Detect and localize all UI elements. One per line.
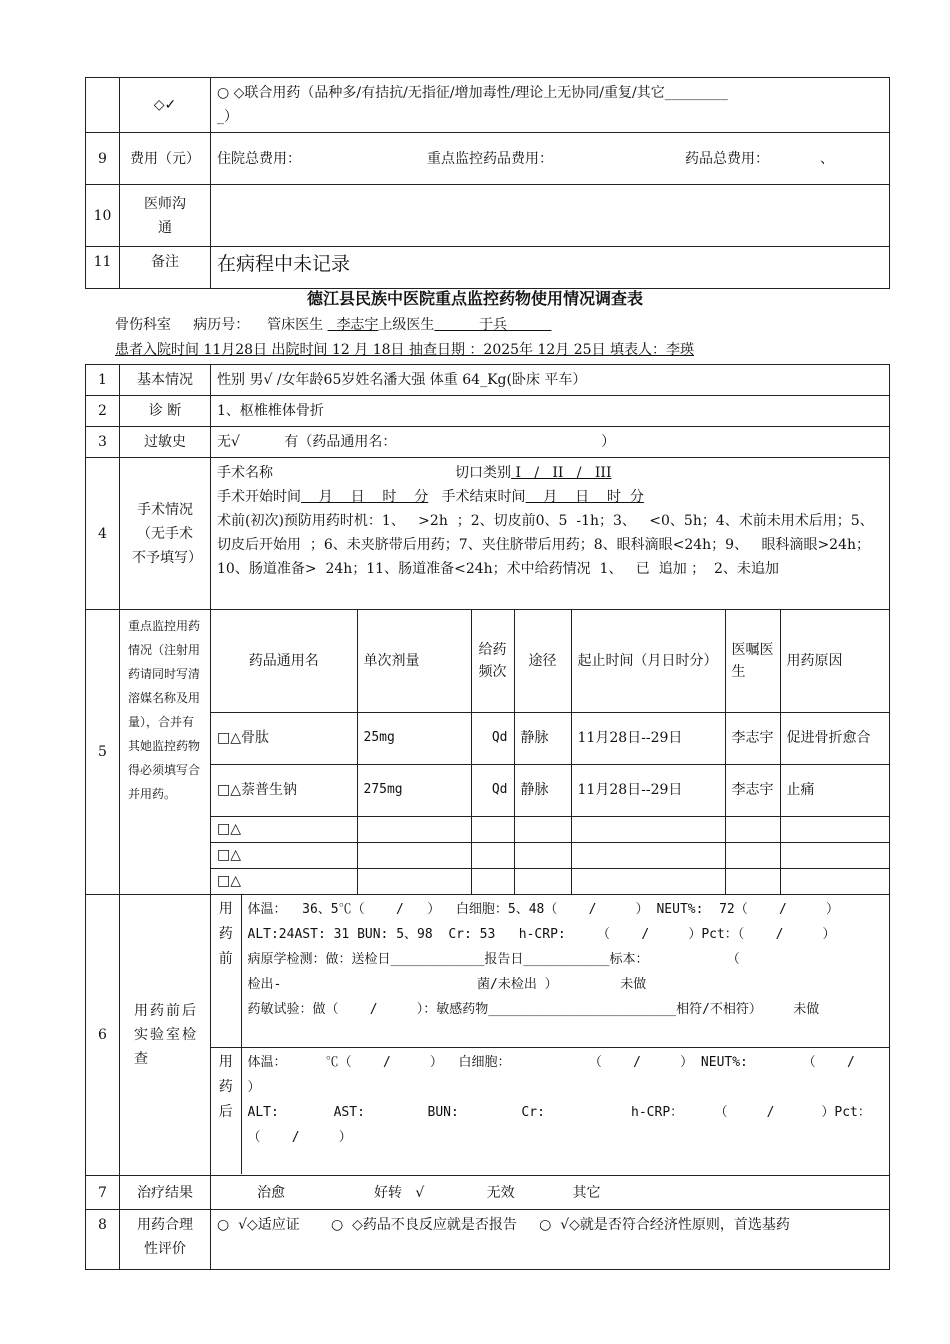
header-drug-name: 药品通用名 xyxy=(211,610,357,712)
form-header-line1 xyxy=(115,314,551,334)
row11-num: 11 xyxy=(86,247,120,289)
evaluation-label: 用药合理性评价 xyxy=(120,1210,211,1270)
row-combo-num xyxy=(86,78,120,133)
row10-num: 10 xyxy=(86,185,120,247)
after-label: 用药后 xyxy=(211,1047,241,1174)
drug-table xyxy=(211,610,889,894)
cost-tail: 、 xyxy=(820,150,834,167)
surgery-line1: 手术名称 切口类别 I / II / III xyxy=(217,465,612,481)
drug-freq: Qd xyxy=(471,764,514,816)
surgery-line3: 术前(初次)预防用药时机：1、 >2h ；2、切皮前0、5 -1h；3、 <0、5h；4、术前未用术后用；5、切皮后开始用 ；6、未夹脐带后用药；7、夹住脐带后用药；8、眼科滴眼<24h；9、 眼科滴眼>24h；10、肠道准备> 24h；11、肠道准备<24h；术中给药情况 1、 已 追加 ； 2、未追加 xyxy=(217,513,874,577)
drug-name: □△骨肽 xyxy=(211,712,357,764)
lab-num: 6 xyxy=(86,895,120,1176)
drug-time: 11月28日--29日 xyxy=(571,712,725,764)
form-title: 德江县民族中医院重点监控药物使用情况调查表 xyxy=(306,289,643,308)
header-route: 途径 xyxy=(514,610,571,712)
header-freq: 给药频次 xyxy=(471,610,514,712)
row10-label: 医师沟通 xyxy=(120,185,211,247)
combo-text-line2: _） xyxy=(217,109,238,125)
drug-row xyxy=(211,816,889,842)
result-num: 7 xyxy=(86,1176,120,1210)
drug-name: □△ xyxy=(211,816,357,842)
basic-label: 基本情况 xyxy=(120,365,211,396)
row11-value: 在病程中未记录 xyxy=(211,247,890,289)
cost-drug-total-label: 药品总费用： xyxy=(685,150,769,167)
basic-num: 1 xyxy=(86,365,120,396)
drug-row xyxy=(211,842,889,868)
basic-value: 性别 男√ /女年龄65岁姓名潘大强 体重 64_Kg(卧床 平车） xyxy=(211,365,890,396)
row-combo-text xyxy=(211,78,890,133)
row11-label: 备注 xyxy=(120,247,211,289)
before-values: 体温： 36、5℃（ / ） 白细胞：5、48（ / ） NEUT%: 72（ / ） ALT:24AST: 31 BUN: 5、98 Cr: 53 h-CRP: （ / ）Pct：（ / ） 病原学检测：做：送检日____________报告日___________标本： （ 检出- 菌/未检出 ） 未做 药敏试验：做（ / ）：敏感药物________________________相符/不相符） 未做 xyxy=(241,895,889,1047)
senior-label: 上级医生 xyxy=(378,317,435,333)
header-time: 起止时间（月日时分） xyxy=(571,610,725,712)
top-table xyxy=(85,77,890,289)
drug-doctor: 李志宇 xyxy=(725,712,780,764)
allergy-value: 无√ 有（药品通用名： ） xyxy=(211,427,890,458)
diagnosis-label: 诊 断 xyxy=(120,396,211,427)
surgery-details xyxy=(211,458,890,610)
row10-value xyxy=(211,185,890,247)
drug-dose: 275mg xyxy=(357,764,471,816)
result-label: 治疗结果 xyxy=(120,1176,211,1210)
lab-table xyxy=(211,895,889,1174)
header-reason: 用药原因 xyxy=(780,610,889,712)
drugs-cell xyxy=(211,610,890,895)
cost-key-drug-label: 重点监控药品费用： xyxy=(427,150,553,167)
combo-text-line1: ○ ◇联合用药（品种多/有拮抗/无指征/增加毒性/理论上无协同/重复/其它_________ xyxy=(217,85,728,101)
before-label: 用药前 xyxy=(211,895,241,1047)
senior-name: 于兵 xyxy=(478,317,507,333)
result-value: 治愈 好转 √ 无效 其它 xyxy=(211,1176,890,1210)
doctor-name: 李志宇 xyxy=(336,317,379,333)
record-no-label: 病历号： xyxy=(193,317,250,333)
dept: 骨伤科室 xyxy=(115,317,171,333)
drug-name: □△ xyxy=(211,842,357,868)
drug-reason: 促进骨折愈合 xyxy=(780,712,889,764)
drug-time: 11月28日--29日 xyxy=(571,764,725,816)
row9-num: 9 xyxy=(86,133,120,185)
drug-row xyxy=(211,712,889,764)
after-values: 体温： ℃（ / ） 白细胞： （ / ） NEUT%: （ / ） ALT: AST: BUN: Cr: h-CRP： （ / ）Pct： （ / ） xyxy=(241,1047,889,1174)
row9-cost xyxy=(211,133,890,185)
row9-label: 费用（元） xyxy=(120,133,211,185)
drug-row xyxy=(211,868,889,894)
cost-total-label: 住院总费用： xyxy=(217,150,301,167)
doctor-label: 管床医生 xyxy=(267,317,324,333)
drug-reason: 止痛 xyxy=(780,764,889,816)
header-doctor: 医嘱医生 xyxy=(725,610,780,712)
header-dose: 单次剂量 xyxy=(357,610,471,712)
evaluation-num: 8 xyxy=(86,1210,120,1270)
diagnosis-value: 1、枢椎椎体骨折 xyxy=(211,396,890,427)
evaluation-value: ○ √◇适应证 ○ ◇药品不良反应就是否报告 ○ √◇就是否符合经济性原则，首选基药 xyxy=(211,1210,890,1270)
drug-freq: Qd xyxy=(471,712,514,764)
surgery-label: 手术情况（无手术不予填写） xyxy=(120,458,211,610)
lab-label: 用药前后实验室检查 xyxy=(120,895,211,1176)
drugs-num: 5 xyxy=(86,610,120,895)
drug-name: □△萘普生钠 xyxy=(211,764,357,816)
drug-route: 静脉 xyxy=(514,764,571,816)
allergy-label: 过敏史 xyxy=(120,427,211,458)
diagnosis-num: 2 xyxy=(86,396,120,427)
surgery-line2: 手术开始时间 月 日 时 分 手术结束时间 月 日 时 分 xyxy=(217,489,644,505)
drugs-label: 重点监控用药情况（注射用药请同时写清溶媒名称及用量），合并有其她监控药物得必须填写合并用药。 xyxy=(120,610,211,895)
allergy-num: 3 xyxy=(86,427,120,458)
drug-name: □△ xyxy=(211,868,357,894)
survey-table xyxy=(85,364,890,1270)
drug-row xyxy=(211,764,889,816)
drug-dose: 25mg xyxy=(357,712,471,764)
form-header-line2: 患者入院时间 11月28日 出院时间 12 月 18日 抽查日期 ：2025年 12月 25日 填表人：李瑛 xyxy=(115,342,695,358)
row-combo-mark: ◇✓ xyxy=(120,78,211,133)
drug-route: 静脉 xyxy=(514,712,571,764)
drug-doctor: 李志宇 xyxy=(725,764,780,816)
surgery-num: 4 xyxy=(86,458,120,610)
lab-cell xyxy=(211,895,890,1176)
drug-table-header xyxy=(211,610,889,712)
